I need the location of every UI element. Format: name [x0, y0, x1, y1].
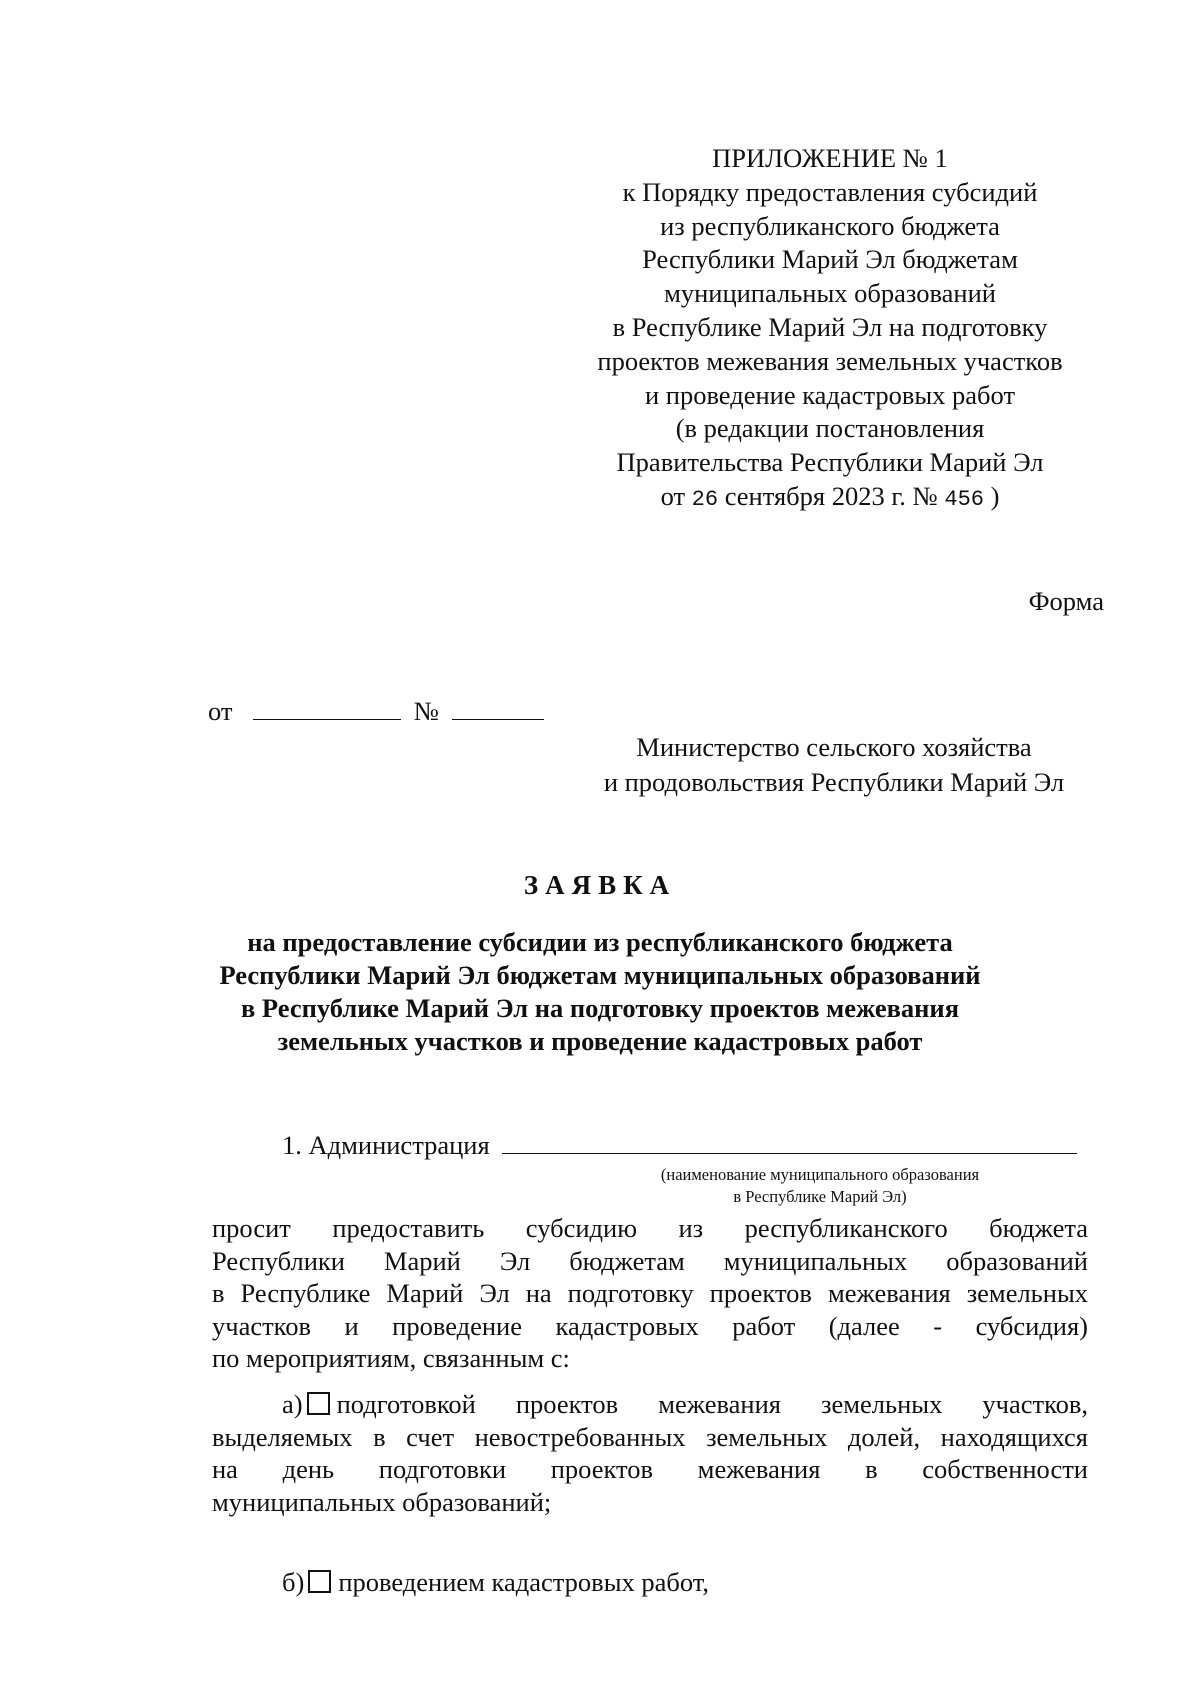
date-prefix: от — [660, 480, 686, 511]
document-subtitle — [150, 926, 1050, 1058]
appendix-line: к Порядку предоставления субсидий — [622, 176, 1038, 207]
appendix-line: муниципальных образований — [664, 278, 996, 309]
from-row — [208, 695, 544, 727]
paragraph-line: по мероприятиям, связанным с: — [212, 1343, 570, 1373]
option-b — [282, 1567, 709, 1598]
appendix-line: в Республике Марий Эл на подготовку — [612, 311, 1048, 342]
appendix-line: и проведение кадастровых работ — [644, 379, 1016, 410]
resolution-month-year: сентября 2023 г. № — [724, 480, 938, 511]
date-suffix: ) — [990, 480, 1000, 511]
appendix-header — [580, 142, 1080, 517]
resolution-number: 456 — [944, 486, 984, 512]
administration-name-field[interactable] — [502, 1131, 1077, 1154]
appendix-title: ПРИЛОЖЕНИЕ № 1 — [712, 143, 948, 173]
subtitle-line: в Республике Марий Эл на подготовку проектов межевания — [240, 993, 960, 1023]
option-a-line: на день подготовки проектов межевания в собственности — [212, 1454, 1088, 1484]
option-a-first-text: подготовкой проектов межевания земельных участков, — [336, 1389, 1088, 1419]
option-b-text: проведением кадастровых работ, — [338, 1567, 709, 1597]
appendix-line: проектов межевания земельных участков — [597, 345, 1063, 376]
option-a — [212, 1388, 1088, 1518]
subtitle-line: на предоставление субсидии из республиканского бюджета — [247, 927, 953, 957]
appendix-date-line — [580, 480, 1080, 517]
option-a-checkbox[interactable] — [307, 1392, 330, 1415]
date-blank-field[interactable] — [253, 695, 401, 720]
recipient-line: и продовольствия Республики Марий Эл — [603, 767, 1065, 797]
paragraph-line: просит предоставить субсидию из республиканского бюджета — [212, 1213, 1088, 1243]
from-label: от — [208, 696, 233, 726]
option-a-line: муниципальных образований; — [212, 1486, 552, 1517]
number-blank-field[interactable] — [452, 695, 544, 720]
recipient-block — [580, 730, 1088, 800]
appendix-line: Республики Марий Эл бюджетам — [642, 244, 1018, 275]
appendix-line: Правительства Республики Марий Эл — [616, 447, 1044, 478]
option-a-line: выделяемых в счет невостребованных земельных долей, находящихся — [212, 1421, 1088, 1452]
recipient-line: Министерство сельского хозяйства — [636, 732, 1032, 762]
option-a-marker: а) — [282, 1389, 303, 1419]
option-b-checkbox[interactable] — [308, 1570, 331, 1593]
administration-caption — [560, 1164, 1080, 1208]
form-label: Форма — [1028, 586, 1104, 616]
subtitle-line: земельных участков и проведение кадастровых работ — [277, 1026, 923, 1056]
paragraph-line: участков и проведение кадастровых работ (далее - субсидия) — [212, 1310, 1088, 1341]
resolution-day: 26 — [691, 486, 719, 512]
appendix-line: (в редакции постановления — [675, 413, 985, 444]
item1-label: 1. Администрация — [282, 1130, 490, 1160]
caption-line: в Республике Марий Эл) — [733, 1187, 907, 1206]
paragraph-line: Республики Марий Эл бюджетам муниципальных образований — [212, 1245, 1088, 1276]
item1-row — [282, 1130, 1077, 1161]
appendix-line: из республиканского бюджета — [660, 210, 1000, 241]
paragraph-line: в Республике Марий Эл на подготовку проектов межевания земельных — [212, 1278, 1088, 1308]
subtitle-line: Республики Марий Эл бюджетам муниципальных образований — [219, 960, 981, 990]
option-a-first-line — [212, 1388, 1088, 1421]
option-b-marker: б) — [282, 1567, 305, 1597]
document-title: ЗАЯВКА — [523, 870, 677, 900]
caption-line: (наименование муниципального образования — [660, 1165, 980, 1184]
request-paragraph — [212, 1212, 1088, 1375]
number-label: № — [413, 696, 440, 726]
